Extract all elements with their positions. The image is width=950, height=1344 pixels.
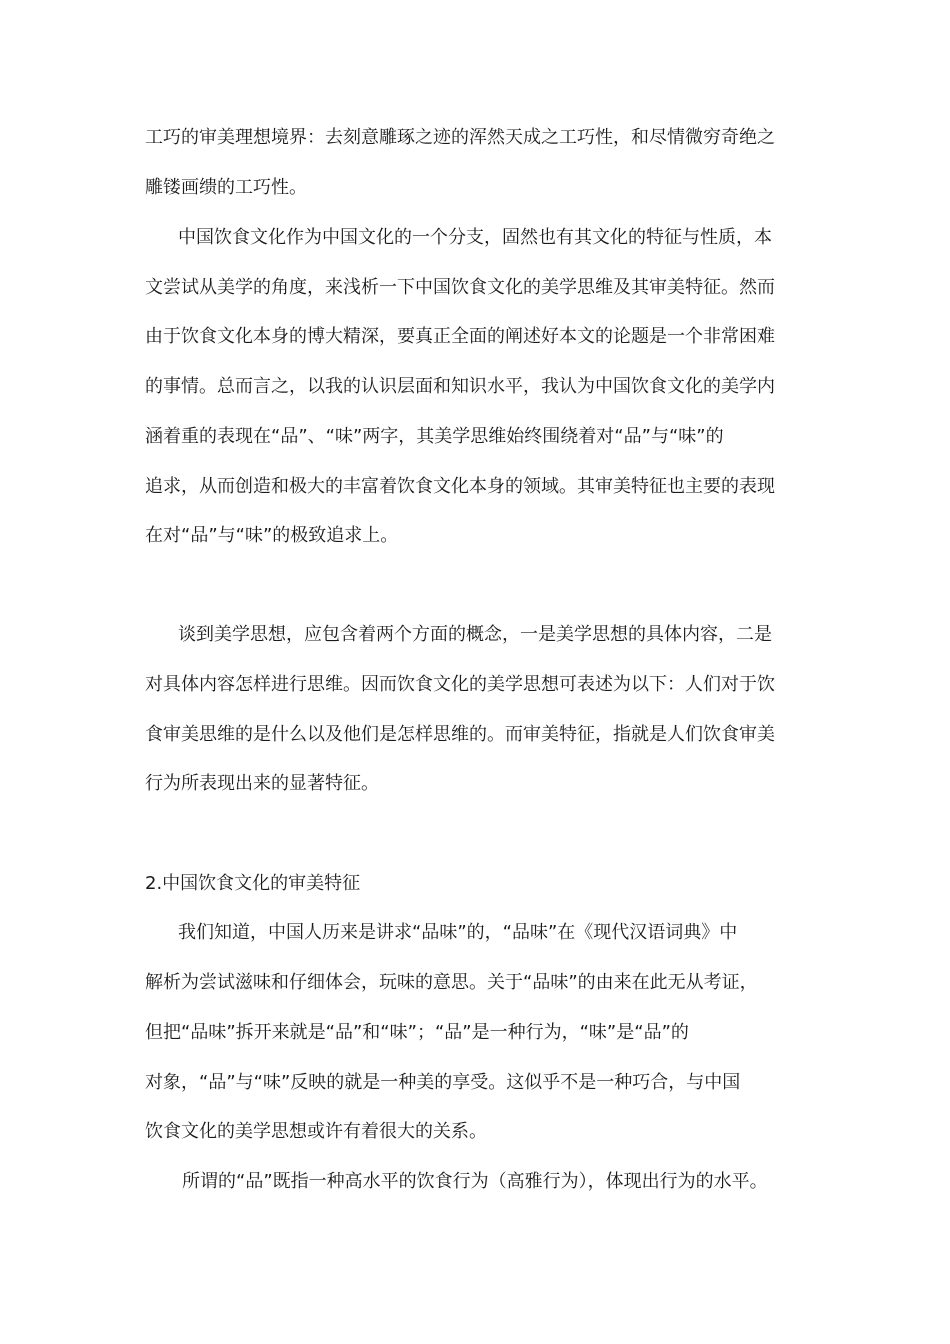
paragraph-3-line-4: 行为所表现出来的显著特征。 (145, 773, 379, 794)
paragraph-3-line-1: 谈到美学思想，应包含着两个方面的概念，一是美学思想的具体内容，二是 (178, 624, 772, 645)
paragraph-4-line-2: 解析为尝试滋味和仔细体会，玩味的意思。关于“品味”的由来在此无从考证， (145, 972, 758, 993)
paragraph-2-line-1: 中国饮食文化作为中国文化的一个分支，固然也有其文化的特征与性质，本 (178, 227, 772, 248)
paragraph-2-line-5: 涵着重的表现在“品”、“味”两字，其美学思维始终围绕着对“品”与“味”的 (145, 426, 724, 447)
paragraph-2-line-2: 文尝试从美学的角度，来浅析一下中国饮食文化的美学思维及其审美特征。然而 (145, 277, 775, 298)
paragraph-5-line-1: 所谓的“品”既指一种高水平的饮食行为（高雅行为），体现出行为的水平。 (182, 1171, 768, 1192)
section-heading: 2.中国饮食文化的审美特征 (145, 873, 361, 894)
paragraph-4-line-5: 饮食文化的美学思想或许有着很大的关系。 (145, 1121, 487, 1142)
paragraph-4-line-1: 我们知道，中国人历来是讲求“品味”的，“品味”在《现代汉语词典》中 (178, 922, 738, 943)
paragraph-3-line-3: 食审美思维的是什么以及他们是怎样思维的。而审美特征，指就是人们饮食审美 (145, 724, 775, 745)
paragraph-2-line-3: 由于饮食文化本身的博大精深，要真正全面的阐述好本文的论题是一个非常困难 (145, 326, 775, 347)
paragraph-3-line-2: 对具体内容怎样进行思维。因而饮食文化的美学思想可表述为以下：人们对于饮 (145, 674, 775, 695)
paragraph-1-line-2: 雕镂画缋的工巧性。 (145, 177, 307, 198)
paragraph-4-line-4: 对象，“品”与“味”反映的就是一种美的享受。这似乎不是一种巧合，与中国 (145, 1072, 741, 1093)
paragraph-2-line-7: 在对“品”与“味”的极致追求上。 (145, 525, 399, 546)
paragraph-4-line-3: 但把“品味”拆开来就是“品”和“味”；“品”是一种行为，“味”是“品”的 (145, 1022, 689, 1043)
paragraph-2-line-4: 的事情。总而言之，以我的认识层面和知识水平，我认为中国饮食文化的美学内 (145, 376, 775, 397)
paragraph-2-line-6: 追求，从而创造和极大的丰富着饮食文化本身的领域。其审美特征也主要的表现 (145, 476, 775, 497)
paragraph-1-line-1: 工巧的审美理想境界：去刻意雕琢之迹的浑然天成之工巧性，和尽情微穷奇绝之 (145, 127, 775, 148)
